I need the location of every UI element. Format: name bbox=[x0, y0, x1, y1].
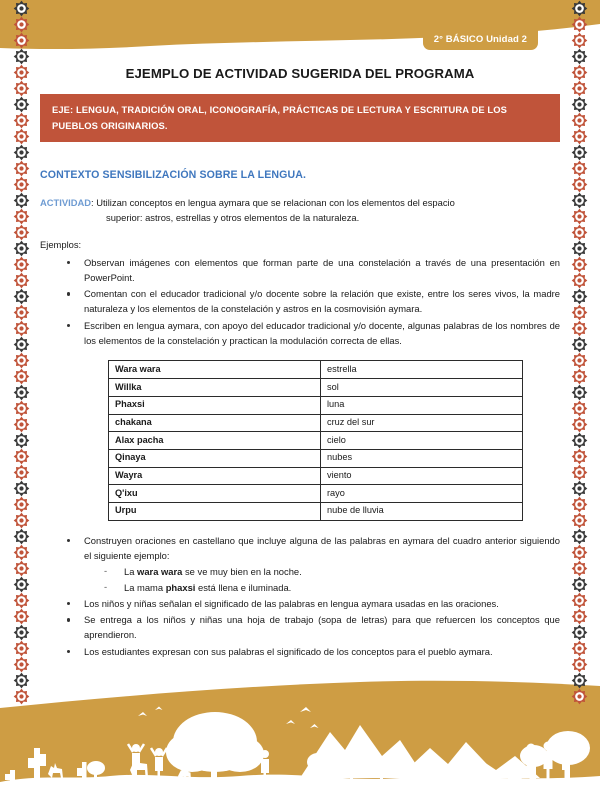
ornament-motif-icon bbox=[13, 384, 30, 401]
ornament-motif-icon bbox=[571, 320, 588, 337]
ornament-motif-icon bbox=[13, 528, 30, 545]
document-content bbox=[40, 0, 560, 660]
ornament-motif-icon bbox=[13, 352, 30, 369]
sentence-post: está llena e iluminada. bbox=[195, 581, 292, 593]
ornament-motif-icon bbox=[571, 16, 588, 33]
ornament-motif-icon bbox=[13, 560, 30, 577]
table-cell-gloss: cruz del sur bbox=[321, 414, 523, 432]
ornament-motif-icon bbox=[571, 224, 588, 241]
ornament-motif-icon bbox=[13, 688, 30, 705]
ornament-motif-icon bbox=[13, 608, 30, 625]
ornament-motif-icon bbox=[13, 240, 30, 257]
table-cell-gloss: rayo bbox=[321, 485, 523, 503]
ornament-motif-icon bbox=[571, 384, 588, 401]
ornament-motif-icon bbox=[571, 336, 588, 353]
ornament-motif-icon bbox=[13, 336, 30, 353]
ornament-motif-icon bbox=[13, 304, 30, 321]
table-cell-gloss: viento bbox=[321, 467, 523, 485]
list-item bbox=[62, 533, 560, 595]
ornament-motif-icon bbox=[571, 272, 588, 289]
ornament-motif-icon bbox=[13, 48, 30, 65]
ornament-motif-icon bbox=[13, 16, 30, 33]
ornament-motif-icon bbox=[13, 208, 30, 225]
sentence-term: phaxsi bbox=[165, 581, 196, 593]
table-cell-gloss: luna bbox=[321, 396, 523, 414]
ornament-motif-icon bbox=[13, 368, 30, 385]
ornament-motif-icon bbox=[571, 208, 588, 225]
table-cell-term: Willka bbox=[109, 379, 321, 397]
ornament-motif-icon bbox=[571, 176, 588, 193]
ornament-motif-icon bbox=[571, 240, 588, 257]
ornament-motif-icon bbox=[571, 688, 588, 705]
footer-landscape-illustration bbox=[0, 670, 600, 800]
examples-list bbox=[62, 255, 560, 349]
eje-banner: EJE: LENGUA, TRADICIÓN ORAL, ICONOGRAFÍA, PRÁCTICAS DE LECTURA Y ESCRITURA DE LOS PUEBLOS ORIGINARIOS. bbox=[40, 94, 560, 142]
ornament-motif-icon bbox=[13, 80, 30, 97]
ornament-motif-icon bbox=[13, 176, 30, 193]
ornament-motif-icon bbox=[13, 64, 30, 81]
unit-badge: 2° BÁSICO Unidad 2 bbox=[423, 30, 538, 50]
table-row bbox=[109, 467, 523, 485]
ornament-motif-icon bbox=[571, 512, 588, 529]
ornament-motif-icon bbox=[13, 96, 30, 113]
table-cell-term: Q'ixu bbox=[109, 485, 321, 503]
ornament-motif-icon bbox=[13, 656, 30, 673]
closing-list bbox=[62, 533, 560, 659]
activity-text-line2: superior: astros, estrellas y otros elementos de la naturaleza. bbox=[106, 212, 360, 224]
ornament-motif-icon bbox=[571, 624, 588, 641]
ornament-motif-icon bbox=[571, 496, 588, 513]
right-ornament-border bbox=[564, 0, 594, 800]
ornament-motif-icon bbox=[571, 592, 588, 609]
ornament-motif-icon bbox=[571, 112, 588, 129]
ornament-motif-icon bbox=[571, 528, 588, 545]
ornament-motif-icon bbox=[571, 448, 588, 465]
list-item: Los niños y niñas señalan el significado de las palabras en lengua aymara usadas en las oraciones. bbox=[62, 596, 560, 611]
ornament-motif-icon bbox=[571, 64, 588, 81]
ornament-motif-icon bbox=[13, 432, 30, 449]
ornament-motif-icon bbox=[571, 368, 588, 385]
ornament-motif-icon bbox=[13, 448, 30, 465]
ornament-motif-icon bbox=[571, 0, 588, 17]
ornament-motif-icon bbox=[13, 592, 30, 609]
page-title: EJEMPLO DE ACTIVIDAD SUGERIDA DEL PROGRAMA bbox=[125, 66, 475, 81]
table-row bbox=[109, 432, 523, 450]
ornament-motif-icon bbox=[13, 480, 30, 497]
ornament-motif-icon bbox=[13, 160, 30, 177]
table-cell-term: Urpu bbox=[109, 502, 321, 520]
ornament-motif-icon bbox=[13, 416, 30, 433]
ornament-motif-icon bbox=[571, 352, 588, 369]
list-item: Observan imágenes con elementos que forman parte de una constelación a través de una presentación en PowerPoint. bbox=[62, 255, 560, 286]
ornament-motif-icon bbox=[571, 304, 588, 321]
context-heading: CONTEXTO SENSIBILIZACIÓN SOBRE LA LENGUA. bbox=[40, 169, 307, 182]
ornament-motif-icon bbox=[571, 560, 588, 577]
ornament-motif-icon bbox=[13, 320, 30, 337]
table-cell-gloss: estrella bbox=[321, 361, 523, 379]
table-row bbox=[109, 379, 523, 397]
ornament-motif-icon bbox=[571, 80, 588, 97]
ornament-motif-icon bbox=[571, 576, 588, 593]
ornament-motif-icon bbox=[571, 288, 588, 305]
table-cell-gloss: nubes bbox=[321, 449, 523, 467]
ornament-motif-icon bbox=[13, 256, 30, 273]
ornament-motif-icon bbox=[13, 464, 30, 481]
ornament-motif-icon bbox=[13, 272, 30, 289]
ornament-motif-icon bbox=[13, 112, 30, 129]
list-item: Se entrega a los niños y niñas una hoja de trabajo (sopa de letras) para que refuercen los conceptos que aprendieron. bbox=[62, 612, 560, 643]
ornament-motif-icon bbox=[13, 640, 30, 657]
sentence-pre: La bbox=[124, 566, 138, 578]
ornament-motif-icon bbox=[13, 192, 30, 209]
ornament-motif-icon bbox=[571, 416, 588, 433]
ornament-motif-icon bbox=[571, 160, 588, 177]
vocabulary-table bbox=[108, 360, 523, 520]
ornament-motif-icon bbox=[13, 144, 30, 161]
list-item bbox=[100, 580, 560, 595]
ornament-motif-icon bbox=[571, 656, 588, 673]
ornament-motif-icon bbox=[571, 608, 588, 625]
sentence-post: se ve muy bien en la noche. bbox=[182, 566, 302, 578]
table-row bbox=[109, 485, 523, 503]
table-cell-gloss: nube de lluvia bbox=[321, 502, 523, 520]
left-ornament-border bbox=[6, 0, 36, 800]
activity-text-line1: : Utilizan conceptos en lengua aymara que se relacionan con los elementos del espacio bbox=[91, 197, 455, 209]
list-item: Escriben en lengua aymara, con apoyo del educador tradicional y/o docente, algunas palabras de los nombres de los elementos de la constelación y practican la modulación correcta de ellas. bbox=[62, 318, 560, 349]
table-cell-term: Wara wara bbox=[109, 361, 321, 379]
ornament-motif-icon bbox=[571, 256, 588, 273]
table-cell-term: Phaxsi bbox=[109, 396, 321, 414]
ornament-motif-icon bbox=[13, 672, 30, 689]
activity-description bbox=[40, 195, 560, 225]
examples-label: Ejemplos: bbox=[40, 238, 82, 250]
table-cell-gloss: sol bbox=[321, 379, 523, 397]
ornament-motif-icon bbox=[13, 288, 30, 305]
activity-label: ACTIVIDAD bbox=[40, 197, 92, 209]
ornament-motif-icon bbox=[13, 224, 30, 241]
ornament-motif-icon bbox=[571, 544, 588, 561]
ornament-motif-icon bbox=[13, 496, 30, 513]
table-row bbox=[109, 414, 523, 432]
sentence-term: wara wara bbox=[137, 566, 183, 578]
table-row bbox=[109, 396, 523, 414]
ornament-motif-icon bbox=[13, 512, 30, 529]
table-row bbox=[109, 449, 523, 467]
list-item: Comentan con el educador tradicional y/o docente sobre la relación que existe, entre los seres vivos, la madre naturaleza y los elementos de la constelación y astros en la cosmovisión aymara. bbox=[62, 286, 560, 317]
ornament-motif-icon bbox=[13, 0, 30, 17]
ornament-motif-icon bbox=[571, 464, 588, 481]
ornament-motif-icon bbox=[571, 144, 588, 161]
ornament-motif-icon bbox=[571, 48, 588, 65]
sentence-pre: La mama bbox=[124, 581, 166, 593]
ornament-motif-icon bbox=[13, 544, 30, 561]
ornament-motif-icon bbox=[571, 128, 588, 145]
example-sentences-list bbox=[100, 564, 560, 594]
ornament-motif-icon bbox=[13, 400, 30, 417]
ornament-motif-icon bbox=[571, 192, 588, 209]
vocabulary-table-body bbox=[109, 361, 523, 520]
table-cell-term: Wayra bbox=[109, 467, 321, 485]
ornament-motif-icon bbox=[13, 32, 30, 49]
table-cell-term: chakana bbox=[109, 414, 321, 432]
table-cell-term: Qinaya bbox=[109, 449, 321, 467]
table-row bbox=[109, 502, 523, 520]
ornament-motif-icon bbox=[571, 640, 588, 657]
ornament-motif-icon bbox=[571, 32, 588, 49]
ornament-motif-icon bbox=[571, 96, 588, 113]
ornament-motif-icon bbox=[571, 432, 588, 449]
ornament-motif-icon bbox=[13, 624, 30, 641]
table-cell-term: Alax pacha bbox=[109, 432, 321, 450]
closing-bullet1-text: Construyen oraciones en castellano que incluye alguna de las palabras en aymara del cuadro anterior siguiendo el siguiente ejemplo: bbox=[84, 534, 560, 561]
ornament-motif-icon bbox=[13, 576, 30, 593]
list-item: Los estudiantes expresan con sus palabras el significado de los conceptos para el pueblo aymara. bbox=[62, 644, 560, 659]
ornament-motif-icon bbox=[13, 128, 30, 145]
table-cell-gloss: cielo bbox=[321, 432, 523, 450]
ornament-motif-icon bbox=[571, 400, 588, 417]
ornament-motif-icon bbox=[571, 480, 588, 497]
table-row bbox=[109, 361, 523, 379]
list-item bbox=[100, 564, 560, 579]
ornament-motif-icon bbox=[571, 672, 588, 689]
